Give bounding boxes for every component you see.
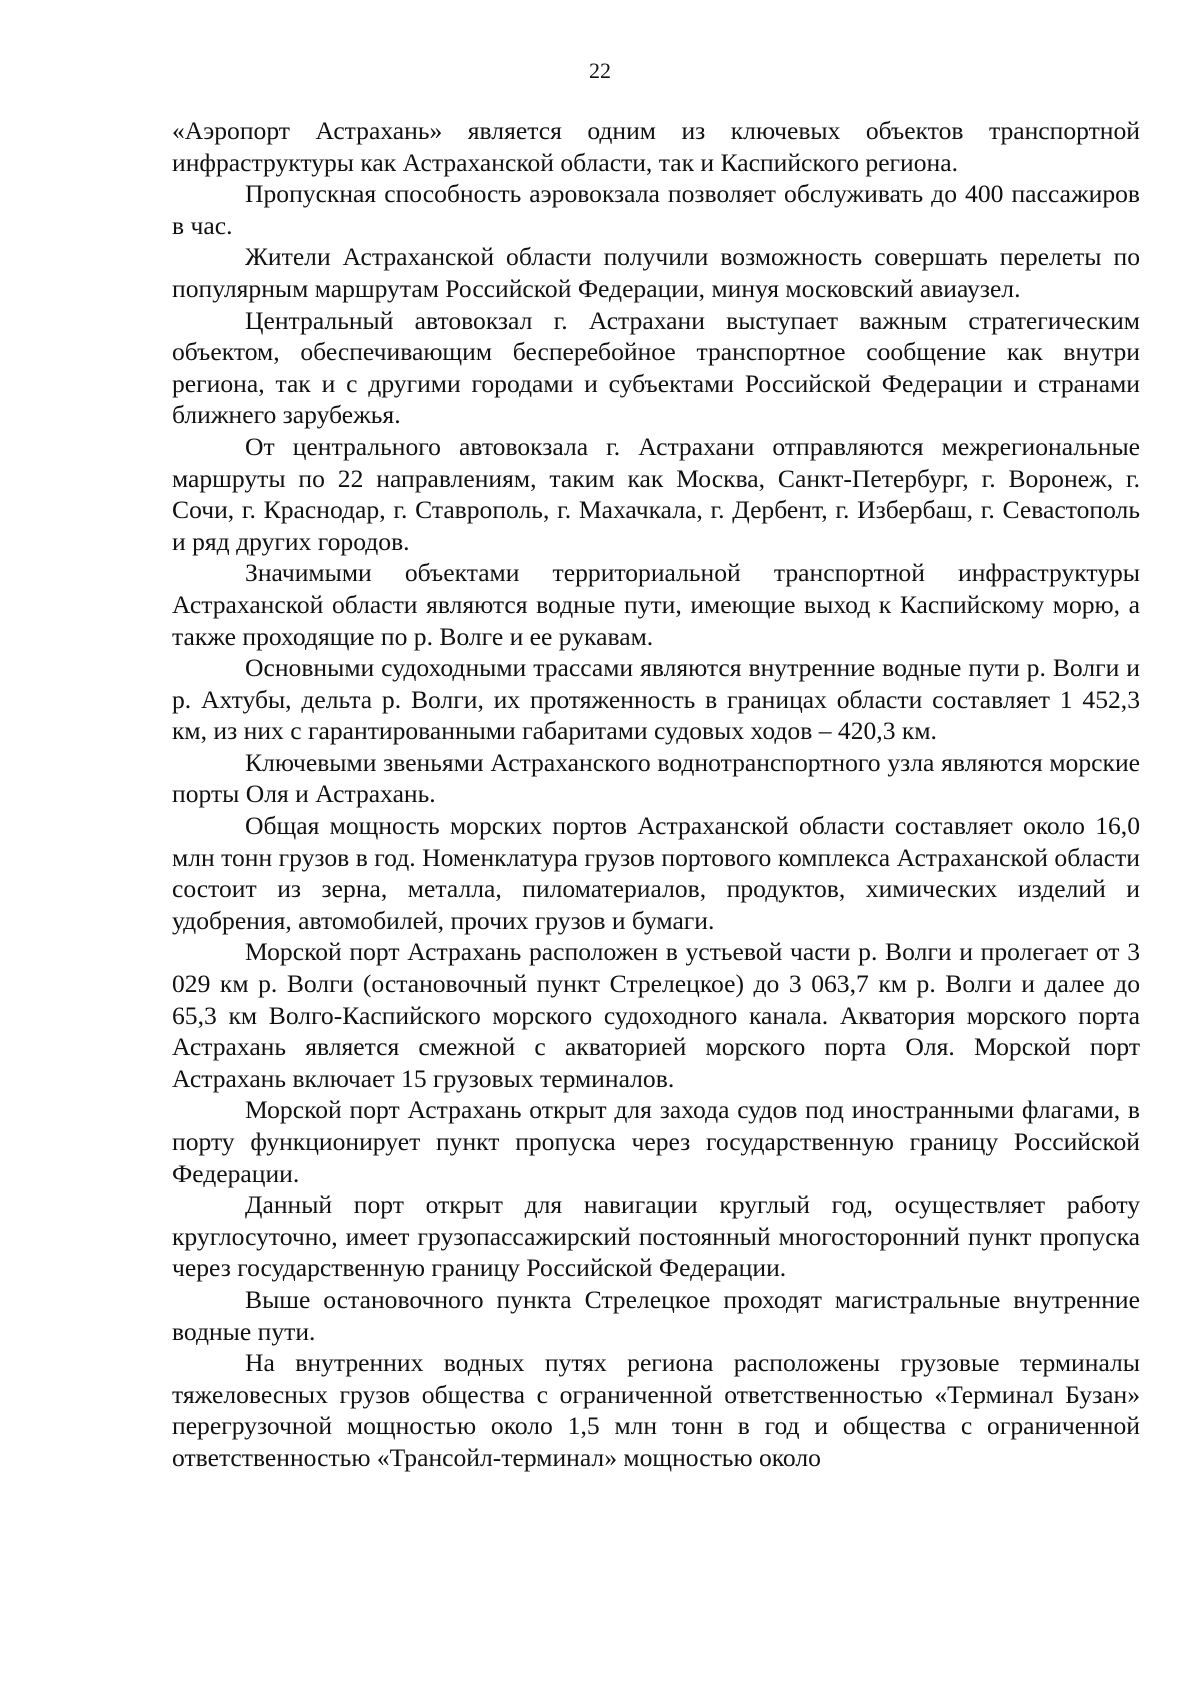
page-number: 22 <box>589 58 611 83</box>
paragraph-terminal-capacity: Пропускная способность аэровокзала позволяет обслуживать до 400 пассажиров в час. <box>172 179 1140 240</box>
paragraph-bus-routes: От центрального автовокзала г. Астрахани отправляются межрегиональные маршруты по 22 направлениям, таким как Москва, Санкт-Петербург, г. Воронеж, г. Сочи, г. Краснодар, г. Ставрополь, г. Махачкала, г. Дербент, г. Избербаш, г. Севастополь и ряд других городов. <box>172 431 1140 556</box>
paragraph-foreign-vessels: Морской порт Астрахань открыт для захода судов под иностранными флагами, в порту функционирует пункт пропуска через государственную границу Российской Федерации. <box>172 1095 1140 1188</box>
paragraph-airport-significance: «Аэропорт Астрахань» является одним из ключевых объектов транспортной инфраструктуры как Астраханской области, так и Каспийского региона. <box>172 116 1140 177</box>
paragraph-astrakhan-port-location: Морской порт Астрахань расположен в устьевой части р. Волги и пролегает от 3 029 км р. Волги (остановочный пункт Стрелецкое) до 3 063,7 км р. Волги и далее до 65,3 км Волго-Каспийского морского судоходного канала. Акватория морского порта Астрахань является смежной с акваторией морского порта Оля. Морской порт Астрахань включает 15 грузовых терминалов. <box>172 937 1140 1093</box>
paragraph-flight-routes: Жители Астраханской области получили возможность совершать перелеты по популярным маршрутам Российской Федерации, минуя московский авиаузел. <box>172 242 1140 303</box>
document-body <box>172 115 1140 1474</box>
paragraph-shipping-routes: Основными судоходными трассами являются внутренние водные пути р. Волги и р. Ахтубы, дельта р. Волги, их протяженность в границах области составляет 1 452,3 км, из них с гарантированными габаритами судовых ходов – 420,3 км. <box>172 653 1140 746</box>
paragraph-central-bus-station: Центральный автовокзал г. Астрахани выступает важным стратегическим объектом, обеспечивающим бесперебойное транспортное сообщение как внутри региона, так и с другими городами и субъектами Российской Федерации и странами ближнего зарубежья. <box>172 305 1140 430</box>
paragraph-year-round-navigation: Данный порт открыт для навигации круглый год, осуществляет работу круглосуточно, имеет грузопассажирский постоянный многосторонний пункт пропуска через государственную границу Российской Федерации. <box>172 1190 1140 1283</box>
paragraph-port-capacity: Общая мощность морских портов Астраханской области составляет около 16,0 млн тонн грузов в год. Номенклатура грузов портового комплекса Астраханской области состоит из зерна, металла, пиломатериалов, продуктов, химических изделий и удобрения, автомобилей, прочих грузов и бумаги. <box>172 811 1140 935</box>
paragraph-waterways: Значимыми объектами территориальной транспортной инфраструктуры Астраханской области являются водные пути, имеющие выход к Каспийскому морю, а также проходящие по р. Волге и ее рукавам. <box>172 558 1140 651</box>
paragraph-cargo-terminals: На внутренних водных путях региона расположены грузовые терминалы тяжеловесных грузов общества с ограниченной ответственностью «Терминал Бузан» перегрузочной мощностью около 1,5 млн тонн в год и общества с ограниченной ответственностью «Трансойл-терминал» мощностью около <box>172 1348 1140 1472</box>
paragraph-inland-waterways: Выше остановочного пункта Стрелецкое проходят магистральные внутренние водные пути. <box>172 1284 1140 1346</box>
paragraph-water-transport-hub: Ключевыми звеньями Астраханского воднотранспортного узла являются морские порты Оля и Астрахань. <box>172 747 1140 809</box>
